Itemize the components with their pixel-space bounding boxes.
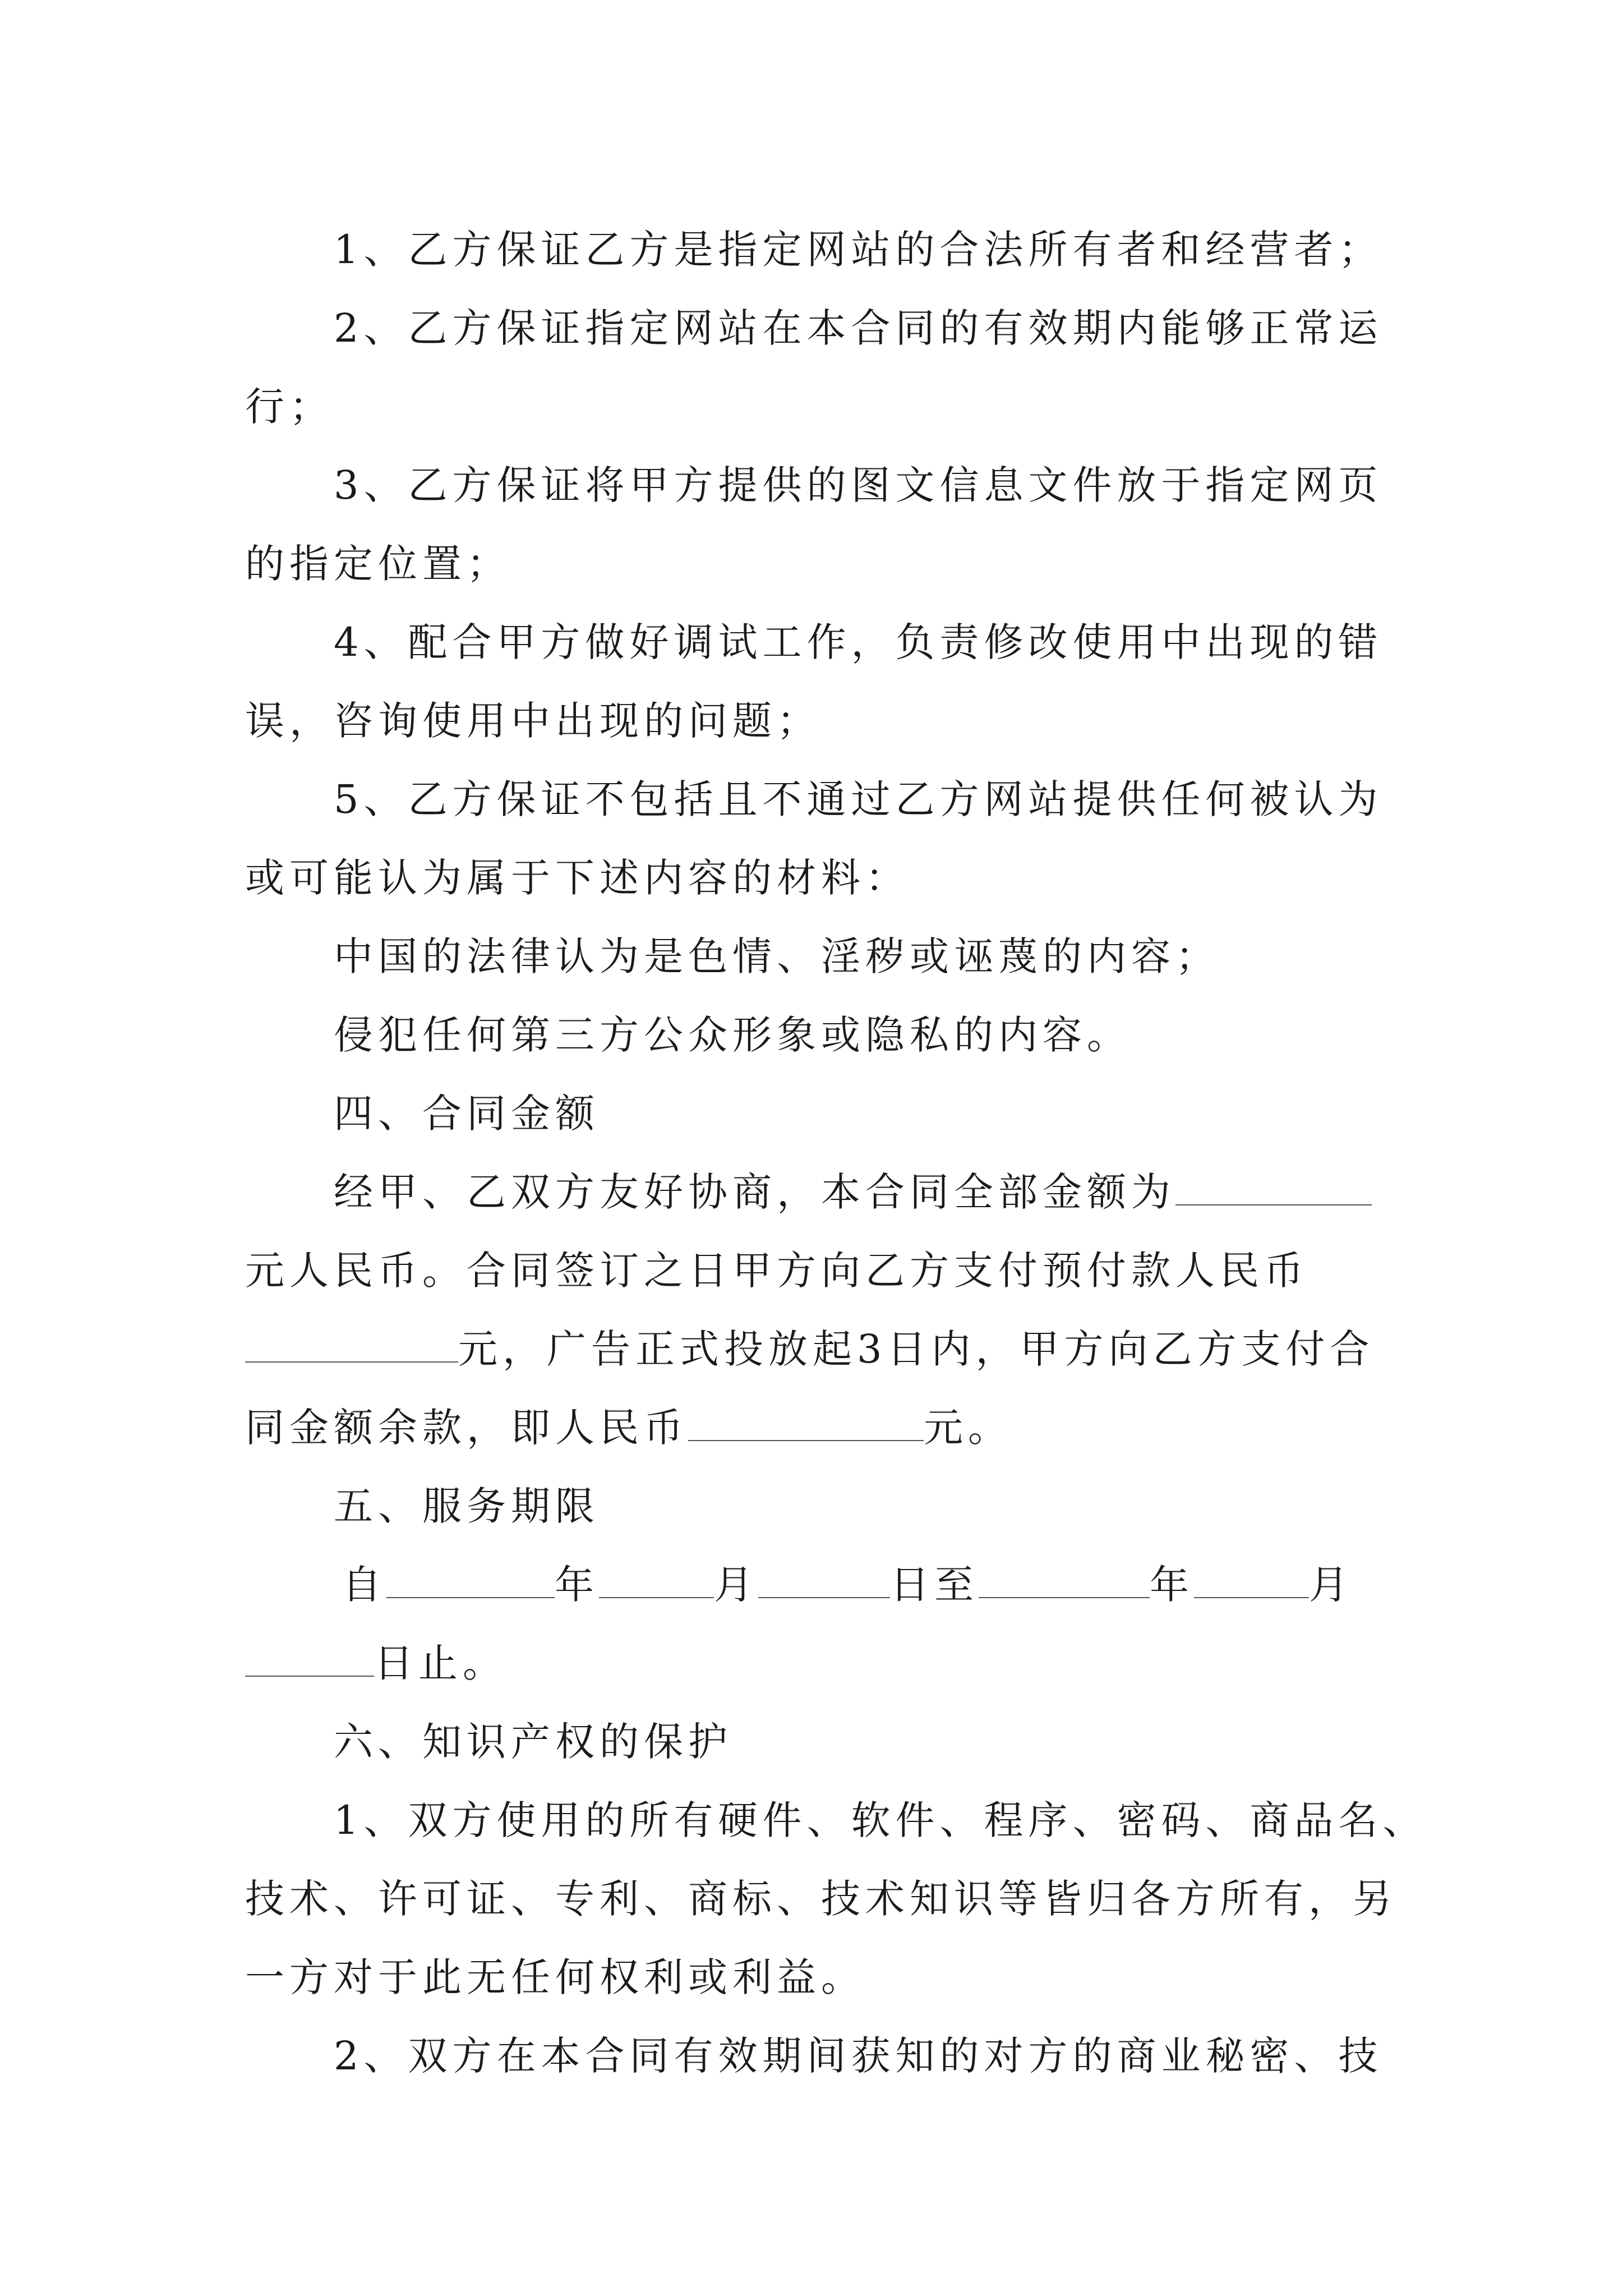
- amount-line-2: 元人民币。合同签订之日甲方向乙方支付预付款人民币: [245, 1248, 1308, 1294]
- start-year-blank[interactable]: [386, 1565, 555, 1598]
- term-line-1: [342, 1557, 1353, 1613]
- term-year-2: 年: [1150, 1562, 1194, 1608]
- section-heading-term: 五、服务期限: [334, 1483, 600, 1529]
- balance-blank[interactable]: [688, 1407, 924, 1441]
- amount-text-4b: 元。: [924, 1405, 1012, 1451]
- clause-3-3: 3、乙方保证将甲方提供的图文信息文件放于指定网页: [334, 462, 1383, 508]
- clause-3-2: 2、乙方保证指定网站在本合同的有效期内能够正常运: [334, 305, 1383, 351]
- end-year-blank[interactable]: [979, 1565, 1150, 1598]
- term-month-2: 月: [1309, 1562, 1353, 1608]
- clause-3-5: 5、乙方保证不包括且不通过乙方网站提供任何被认为: [334, 776, 1383, 822]
- prepayment-blank[interactable]: [245, 1329, 458, 1363]
- clause-6-2: 2、双方在本合同有效期间获知的对方的商业秘密、技: [334, 2033, 1383, 2079]
- clause-6-1-cont-b: 一方对于此无任何权利或利益。: [245, 1954, 865, 2000]
- term-year: 年: [555, 1562, 599, 1608]
- total-amount-blank[interactable]: [1175, 1172, 1372, 1205]
- clause-3-4-cont: 误，咨询使用中出现的问题；: [245, 698, 821, 744]
- content-item-1: 中国的法律认为是色情、淫秽或诬蔑的内容；: [334, 933, 1220, 979]
- start-month-blank[interactable]: [599, 1565, 714, 1598]
- end-month-blank[interactable]: [1194, 1565, 1309, 1598]
- clause-3-3-cont: 的指定位置；: [245, 541, 511, 587]
- term-line-2: [245, 1635, 507, 1691]
- amount-line-1: [334, 1164, 1372, 1220]
- clause-6-1: 1、双方使用的所有硬件、软件、程序、密码、商品名、: [334, 1797, 1427, 1843]
- content-item-2: 侵犯任何第三方公众形象或隐私的内容。: [334, 1012, 1131, 1058]
- clause-3-5-cont: 或可能认为属于下述内容的材料：: [245, 855, 910, 901]
- clause-3-2-cont: 行；: [245, 384, 334, 430]
- term-day-to: 日至: [890, 1562, 979, 1608]
- amount-line-4: [245, 1400, 1012, 1456]
- section-heading-ip: 六、知识产权的保护: [334, 1719, 732, 1765]
- clause-3-4: 4、配合甲方做好调试工作，负责修改使用中出现的错: [334, 619, 1383, 665]
- section-heading-amount: 四、合同金额: [334, 1091, 600, 1137]
- start-day-blank[interactable]: [758, 1565, 890, 1598]
- term-day-end: 日止。: [374, 1640, 507, 1686]
- amount-text-4a: 同金额余款，即人民币: [245, 1405, 688, 1451]
- amount-line-3: [245, 1321, 1375, 1377]
- end-day-blank[interactable]: [245, 1643, 374, 1677]
- clause-6-1-cont-a: 技术、许可证、专利、商标、技术知识等皆归各方所有，另: [245, 1876, 1397, 1922]
- amount-text-1: 经甲、乙双方友好协商，本合同全部金额为: [334, 1169, 1175, 1215]
- amount-text-3: 元，广告正式投放起3日内，甲方向乙方支付合: [458, 1326, 1375, 1372]
- term-from: 自: [342, 1562, 386, 1608]
- term-month: 月: [714, 1562, 758, 1608]
- clause-3-1: 1、乙方保证乙方是指定网站的合法所有者和经营者；: [334, 227, 1383, 273]
